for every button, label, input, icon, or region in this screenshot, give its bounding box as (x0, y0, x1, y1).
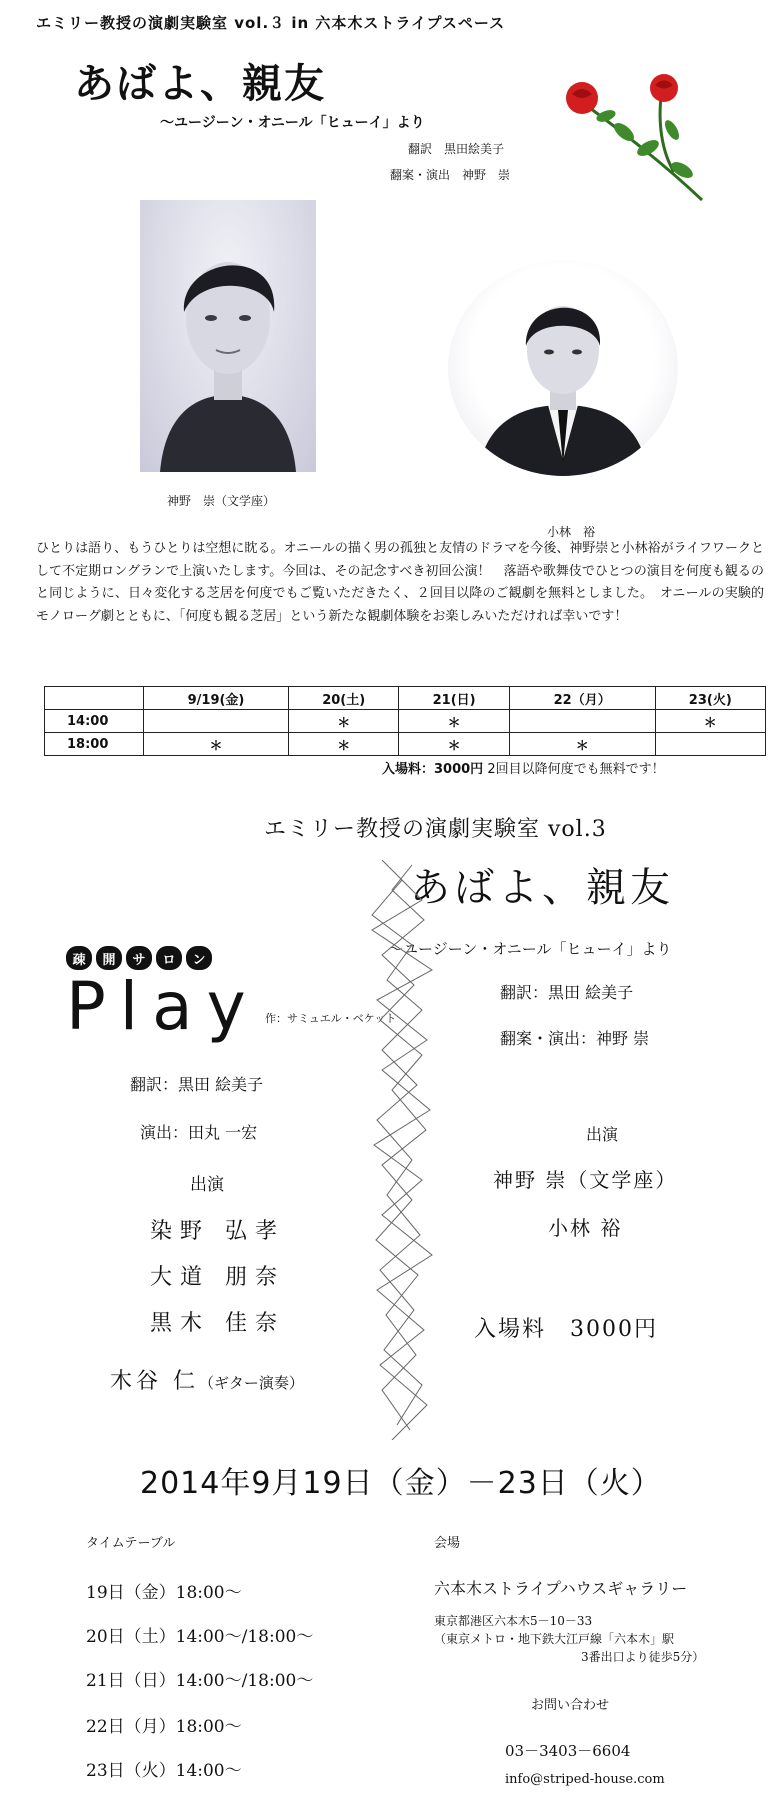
top-play-subtitle: ～ユージーン・オニール「ヒューイ」より (160, 115, 425, 131)
actor-caption-jinno: 神野 崇（文学座） (167, 494, 276, 508)
performance-schedule-table (44, 686, 766, 756)
play-title: Play (66, 968, 260, 1045)
schedule-row (45, 733, 766, 756)
rose-illustration (562, 72, 722, 202)
schedule-time-cell: 14:00 (45, 710, 144, 733)
play-cast-member: 大道 朋奈 (150, 1265, 285, 1290)
description-paragraph: ひとりは語り、もうひとりは空想に眈る。オニールの描く男の孤独と友情のドラマを今後、神野崇と小林裕がライフワークとして不定期ロングランで上演いたします。今回は、その記念すべき初回公演！ 落語や歌舞伎でひとつの演目を何度も観るのと同じように、日々変化する芝居を何度でもご覧いただきたく、２回目以降のご観劇を無料としました。 オニールの実験的モノローグ劇とともに、「何度も観る芝居」という新たな観劇体験をお楽しみいただければ幸いです！ (36, 541, 764, 624)
schedule-time-cell: 18:00 (45, 733, 144, 756)
venue-access: （東京メトロ・地下鉄大江戸線「六本木」駅 (434, 1632, 675, 1646)
play-author: 作：サミュエル・ベケット (265, 1012, 397, 1025)
badge-char: サ (126, 946, 152, 970)
top-translation-credit: 翻訳 黒田絵美子 (408, 142, 505, 156)
schedule-cell: ＊ (399, 733, 509, 756)
schedule-cell (655, 733, 765, 756)
schedule-header-cell: 21(日) (399, 687, 509, 710)
top-admission-label: 入場料：3000円 (382, 762, 484, 777)
top-play-title: あばよ、親友 (74, 61, 326, 107)
play-cast-heading: 出演 (190, 1175, 224, 1195)
play-cast-member: 黒木 佳奈 (150, 1311, 285, 1336)
play-cast-guitarist (110, 1364, 304, 1395)
performance-dates: 2014年9月19日（金）－23日（火） (140, 1466, 662, 1501)
bottom-cast-member: 神野 崇（文学座） (493, 1168, 678, 1192)
badge-char: ロ (156, 946, 182, 970)
venue-access-walk: 3番出口より徒歩5分） (581, 1650, 705, 1664)
bottom-admission: 入場料 3000円 (474, 1317, 658, 1342)
schedule-header-cell: 22（月） (509, 687, 655, 710)
timetable-item: 20日（土）14:00～/18:00～ (86, 1627, 314, 1647)
actor-photo-jinno (140, 200, 316, 472)
bottom-cast-member: 小林 裕 (548, 1216, 623, 1240)
contact-heading: お問い合わせ (531, 1698, 610, 1713)
top-direction-credit: 翻案・演出 神野 崇 (390, 168, 511, 182)
timetable-item: 19日（金）18:00～ (86, 1583, 242, 1603)
schedule-header-cell: 20(土) (289, 687, 399, 710)
schedule-row (45, 710, 766, 733)
venue-name: 六本木ストライプハウスギャラリー (434, 1579, 688, 1598)
schedule-header-row (45, 687, 766, 710)
bottom-play-title: あばよ、親友 (410, 865, 674, 911)
schedule-cell: ＊ (289, 733, 399, 756)
top-admission-note: 2回目以降何度でも無料です！ (487, 762, 665, 777)
bottom-play-subtitle: ～ユージーン・オニール「ヒューイ」より (388, 940, 672, 958)
schedule-header-cell (45, 687, 144, 710)
top-admission-line (382, 758, 665, 777)
actor-photo-kobayashi (448, 260, 678, 476)
bottom-cast-heading: 出演 (586, 1125, 619, 1144)
schedule-header-cell: 9/19(金) (144, 687, 289, 710)
timetable-item: 21日（日）14:00～/18:00～ (86, 1671, 314, 1691)
play-direction-credit: 演出：田丸 一宏 (140, 1123, 258, 1142)
badge-char: 疎 (66, 946, 92, 970)
badge-char: ン (186, 946, 212, 970)
play-cast-member: 染野 弘孝 (150, 1219, 285, 1244)
sokai-salon-badge (66, 946, 212, 970)
schedule-cell: ＊ (289, 710, 399, 733)
bottom-translation-credit: 翻訳：黒田 絵美子 (500, 983, 634, 1002)
guitarist-note: （ギター演奏） (199, 1374, 304, 1392)
play-translation-credit: 翻訳：黒田 絵美子 (130, 1075, 264, 1094)
top-series-title: エミリー教授の演劇実験室 vol.３ in 六本木ストライプスペース (36, 14, 506, 32)
venue-address: 東京都港区六本木5－10－33 (434, 1614, 593, 1628)
timetable-item: 23日（火）14:00～ (86, 1761, 242, 1781)
schedule-cell (144, 710, 289, 733)
bottom-direction-credit: 翻案・演出：神野 崇 (500, 1029, 650, 1048)
actor-caption-kobayashi: 小林 裕 (547, 525, 596, 539)
contact-phone: 03－3403－6604 (505, 1742, 631, 1760)
contact-email: info@striped-house.com (505, 1772, 665, 1787)
schedule-header-cell: 23(火) (655, 687, 765, 710)
schedule-cell (509, 710, 655, 733)
schedule-cell: ＊ (509, 733, 655, 756)
timetable-heading: タイムテーブル (86, 1536, 176, 1551)
schedule-cell: ＊ (399, 710, 509, 733)
bottom-series-title: エミリー教授の演劇実験室 vol.3 (264, 817, 607, 842)
triangle-divider-art (352, 860, 452, 1440)
schedule-cell: ＊ (144, 733, 289, 756)
guitarist-name: 木谷 仁 (110, 1369, 199, 1394)
venue-heading: 会場 (434, 1536, 461, 1551)
badge-char: 開 (96, 946, 122, 970)
timetable-item: 22日（月）18:00～ (86, 1717, 242, 1737)
schedule-cell: ＊ (655, 710, 765, 733)
